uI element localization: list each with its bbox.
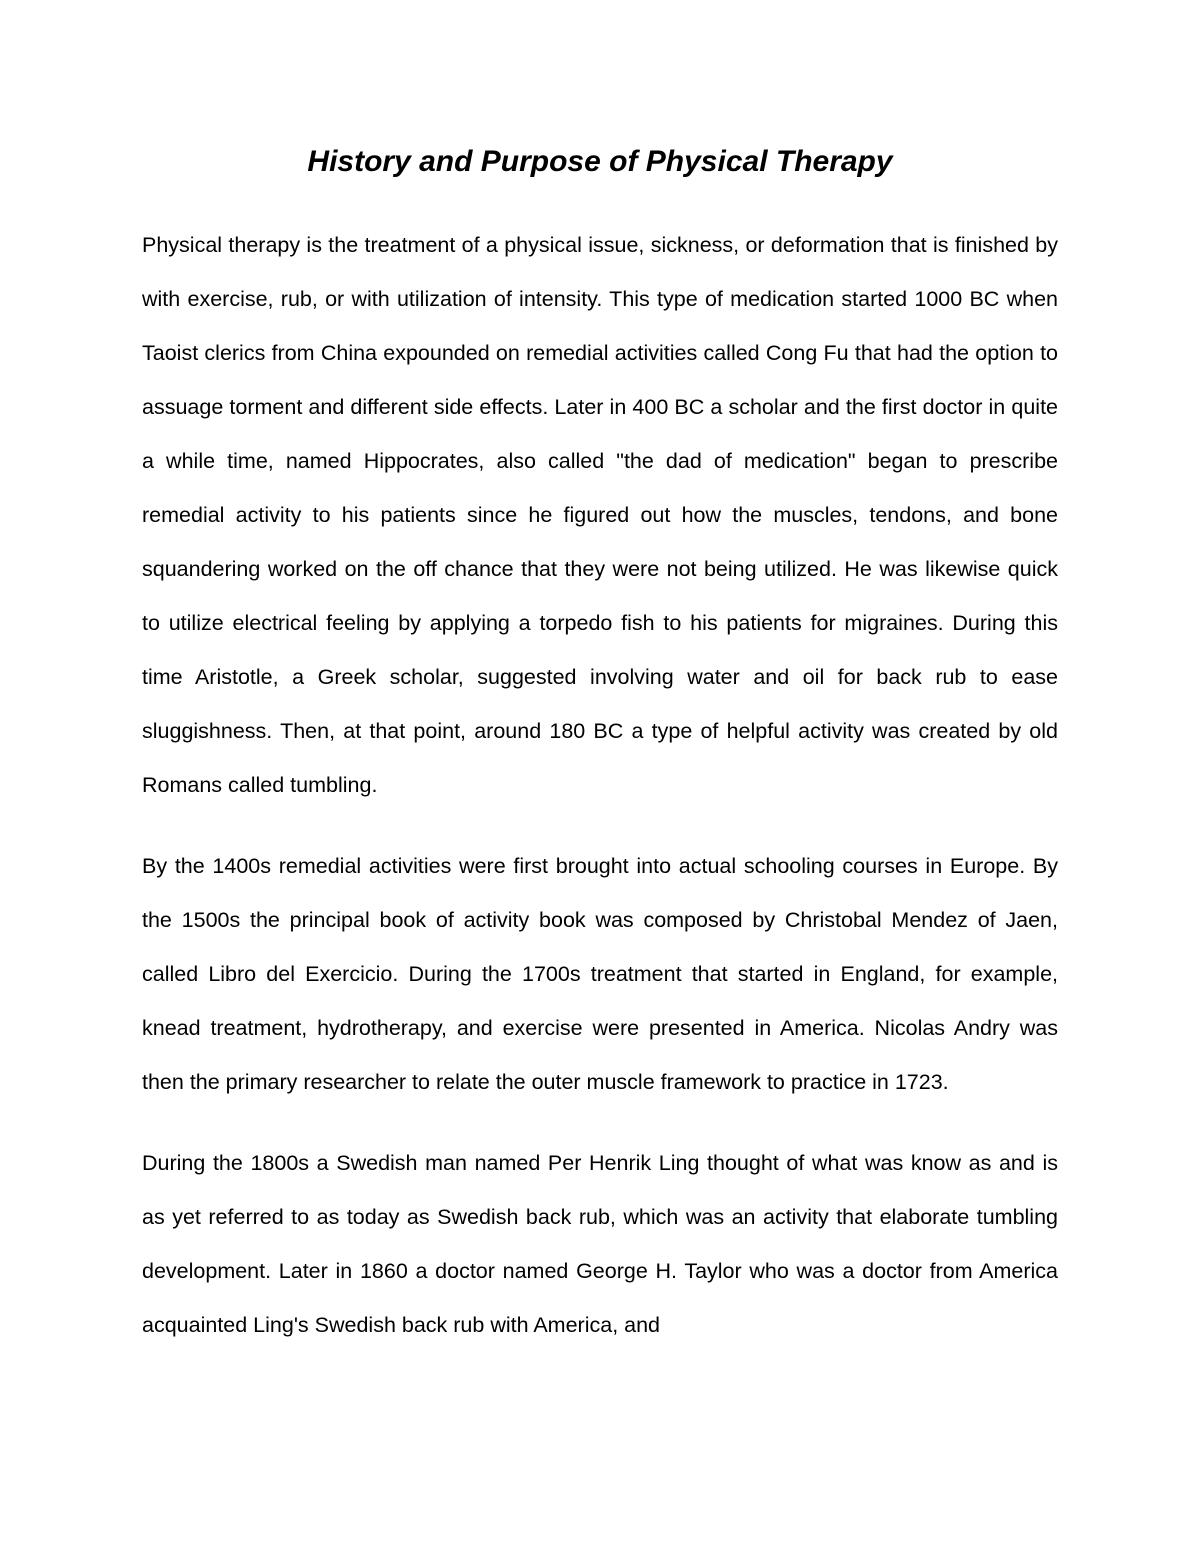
paragraph-1: Physical therapy is the treatment of a physical issue, sickness, or deformation that is finished by with exercise, rub, or with utilization of intensity. This type of medication started 1000 BC when Taoist clerics from China expounded on remedial activities called Cong Fu that had the option to assuage torment and different side effects. Later in 400 BC a scholar and the first doctor in quite a while time, named Hippocrates, also called "the dad of medication" began to prescribe remedial activity to his patients since he figured out how the muscles, tendons, and bone squandering worked on the off chance that they were not being utilized. He was likewise quick to utilize electrical feeling by applying a torpedo fish to his patients for migraines. During this time Aristotle, a Greek scholar, suggested involving water and oil for back rub to ease sluggishness. Then, at that point, around 180 BC a type of helpful activity was created by old Romans called tumbling. [142,233,1058,797]
paragraph-2: By the 1400s remedial activities were first brought into actual schooling courses in Europe. By the 1500s the principal book of activity book was composed by Christobal Mendez of Jaen, called Libro del Exercicio. During the 1700s treatment that started in England, for example, knead treatment, hydrotherapy, and exercise were presented in America. Nicolas Andry was then the primary researcher to relate the outer muscle framework to practice in 1723. [142,854,1058,1094]
paragraph-3: During the 1800s a Swedish man named Per Henrik Ling thought of what was know as and is as yet referred to as today as Swedish back rub, which was an activity that elaborate tumbling development. Later in 1860 a doctor named George H. Taylor who was a doctor from America acquainted Ling's Swedish back rub with America, and [142,1151,1058,1337]
document-body [142,218,1058,1379]
document-title: History and Purpose of Physical Therapy [307,145,893,178]
